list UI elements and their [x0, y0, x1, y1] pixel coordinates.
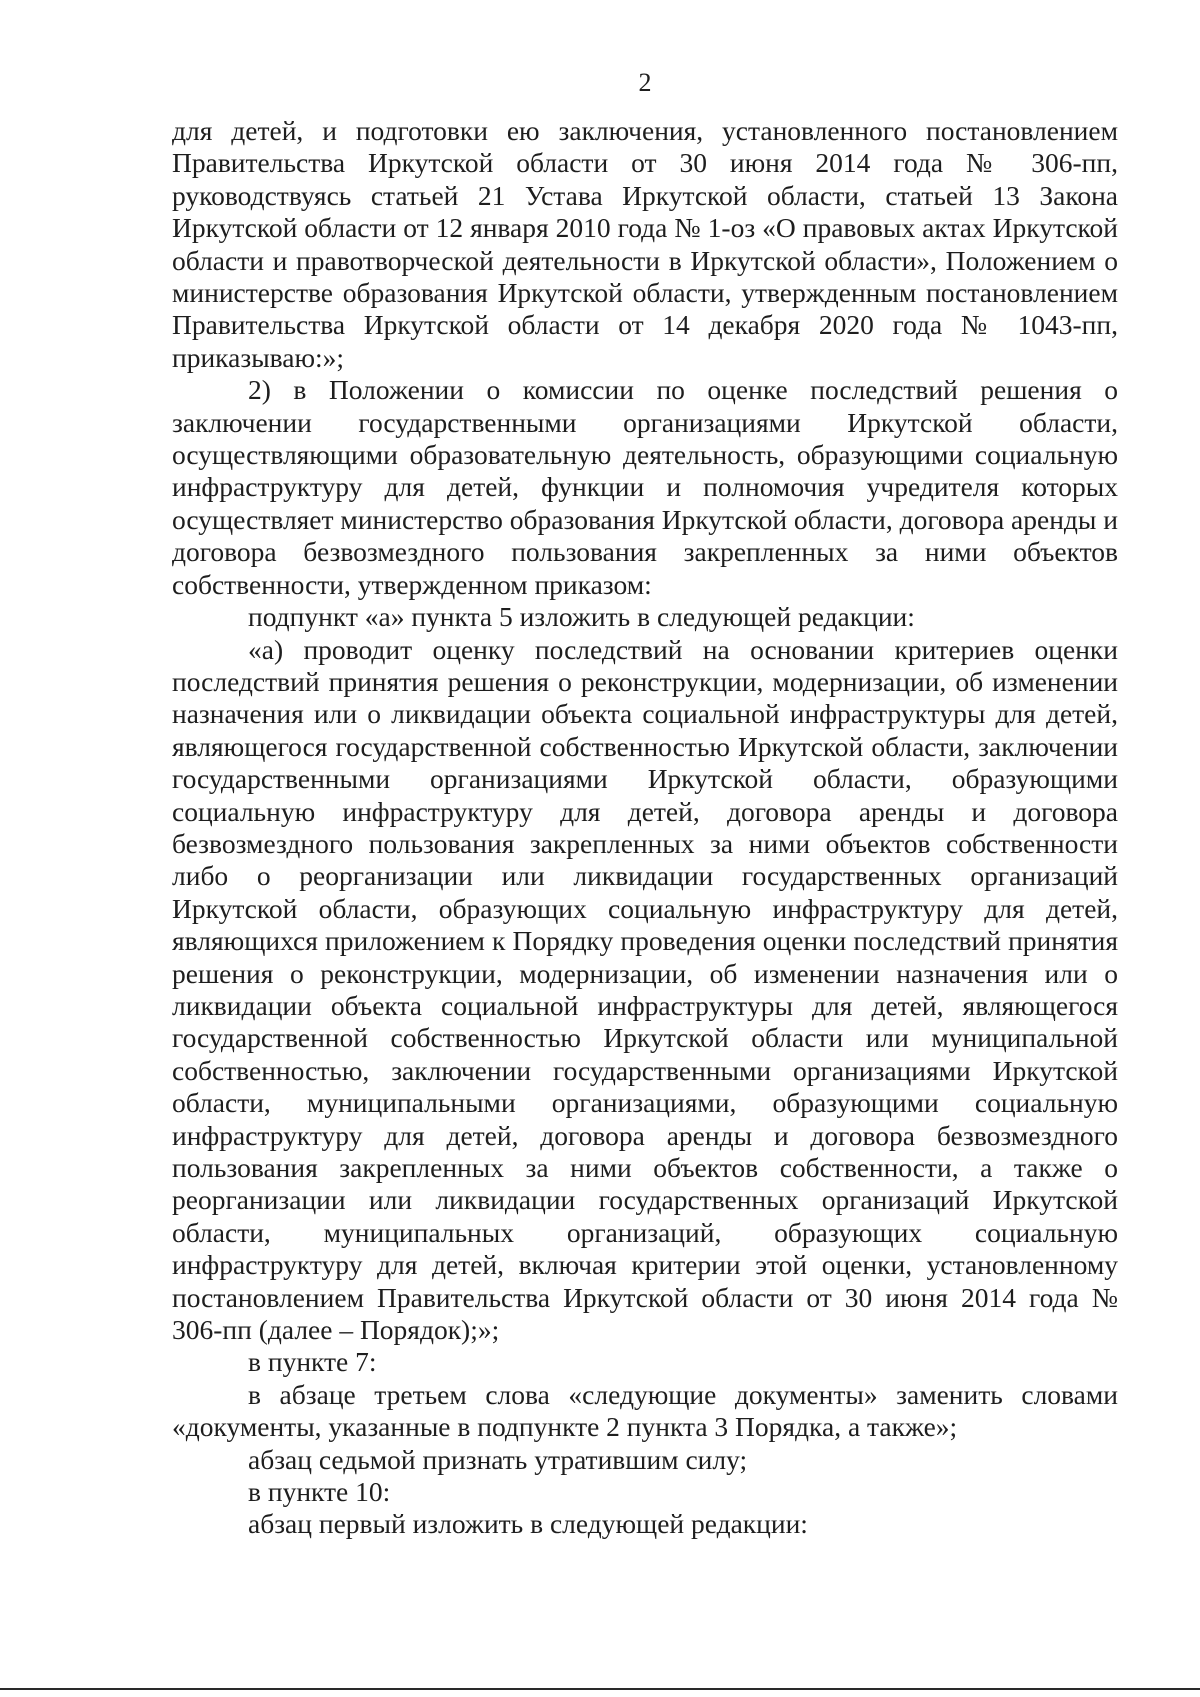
paragraph-continuation: для детей, и подготовки ею заключения, установленного постановлением Правительства Иркутской области от 30 июня 2014 года № 306-пп, руководствуясь статьей 21 Устава Иркутской области, статьей 13 Закона Иркутской области от 12 января 2010 года № 1-оз «О правовых актах Иркутской области и правотворческой деятельности в Иркутской области», Положением о министерстве образования Иркутской области, утвержденным постановлением Правительства Иркутской области от 14 декабря 2020 года № 1043-пп, приказываю:»; [172, 115, 1118, 373]
bottom-edge-line [0, 1688, 1200, 1690]
paragraph-point-10-abzac-1: абзац первый изложить в следующей редакции: [248, 1508, 808, 1540]
paragraph-point-7-abzac-3: в абзаце третьем слова «следующие документы» заменить словами «документы, указанные в подпункте 2 пункта 3 Порядка, а также»; [172, 1378, 1118, 1443]
paragraph-point-7-abzac-7: абзац седьмой признать утратившим силу; [248, 1443, 748, 1475]
paragraph-point-7: в пункте 7: [248, 1346, 377, 1378]
paragraph-point-10: в пункте 10: [248, 1476, 391, 1508]
page-number: 2 [638, 68, 652, 97]
document-body [172, 115, 1118, 1541]
paragraph-subpoint-a-text: «а) проводит оценку последствий на основании критериев оценки последствий принятия решения о реконструкции, модернизации, об изменении назначения или о ликвидации объекта социальной инфраструктуры для детей, являющегося государственной собственностью Иркутской области, заключении государственными организациями Иркутской области, образующими социальную инфраструктуру для детей, договора аренды и договора безвозмездного пользования закрепленных за ними объектов собственности либо о реорганизации или ликвидации государственных организаций Иркутской области, образующих социальную инфраструктуру для детей, являющихся приложением к Порядку проведения оценки последствий принятия решения о реконструкции, модернизации, об изменении назначения или о ликвидации объекта социальной инфраструктуры для детей, являющегося государственной собственностью Иркутской области или муниципальной собственностью, заключении государственными организациями Иркутской области, муниципальными организациями, образующими социальную инфраструктуру для детей, договора аренды и договора безвозмездного пользования закрепленных за ними объектов собственности, а также о реорганизации или ликвидации государственных организаций Иркутской области, муниципальных организаций, образующих социальную инфраструктуру для детей, включая критерии этой оценки, установленному постановлением Правительства Иркутской области от 30 июня 2014 года № 306-пп (далее – Порядок);»; [172, 633, 1118, 1346]
paragraph-subpoint-a-intro: подпункт «а» пункта 5 изложить в следующей редакции: [248, 601, 915, 633]
paragraph-item-2: 2) в Положении о комиссии по оценке последствий решения о заключении государственными организациями Иркутской области, осуществляющими образовательную деятельность, образующими социальную инфраструктуру для детей, функции и полномочия учредителя которых осуществляет министерство образования Иркутской области, договора аренды и договора безвозмездного пользования закрепленных за ними объектов собственности, утвержденном приказом: [172, 374, 1118, 600]
